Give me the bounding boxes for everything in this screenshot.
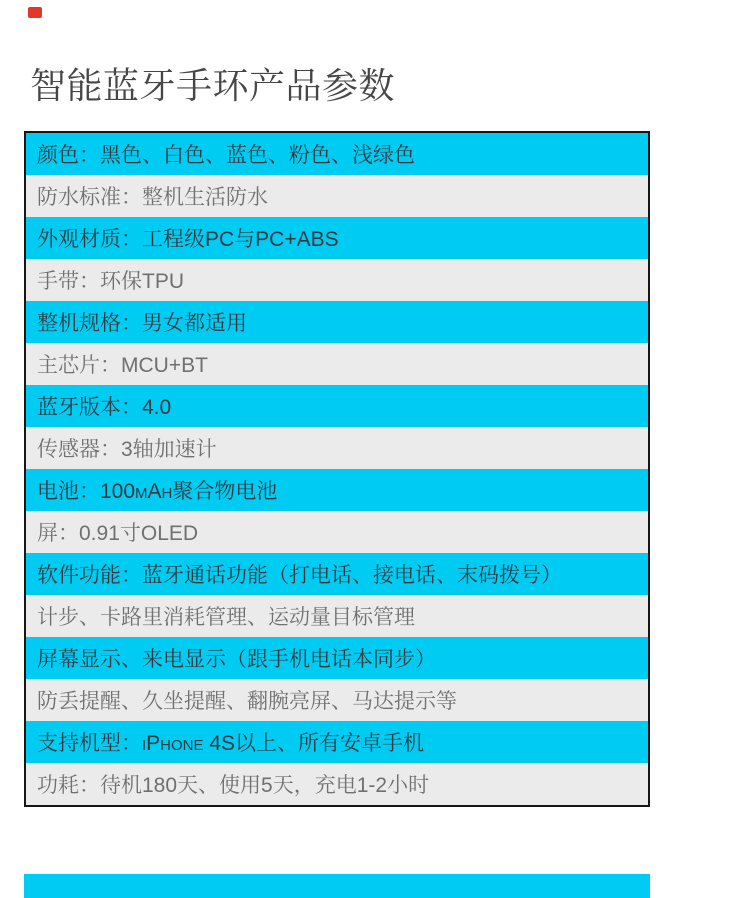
page-title: 智能蓝牙手环产品参数 bbox=[30, 65, 396, 106]
spec-table bbox=[24, 131, 650, 807]
spec-row: 软件功能：蓝牙通话功能（打电话、接电话、末码拨号） bbox=[26, 553, 648, 595]
footer-accent-bar bbox=[24, 874, 650, 898]
spec-row: 手带：环保TPU bbox=[26, 259, 648, 301]
spec-row: 整机规格：男女都适用 bbox=[26, 301, 648, 343]
spec-row: 传感器：3轴加速计 bbox=[26, 427, 648, 469]
spec-row: 防丢提醒、久坐提醒、翻腕亮屏、马达提示等 bbox=[26, 679, 648, 721]
spec-row: 功耗：待机180天、使用5天，充电1-2小时 bbox=[26, 763, 648, 805]
spec-row: 外观材质：工程级PC与PC+ABS bbox=[26, 217, 648, 259]
spec-row: 屏：0.91寸OLED bbox=[26, 511, 648, 553]
spec-row: 颜色：黑色、白色、蓝色、粉色、浅绿色 bbox=[26, 133, 648, 175]
spec-row: 屏幕显示、来电显示（跟手机电话本同步） bbox=[26, 637, 648, 679]
spec-row: 支持机型：iPhone 4S以上、所有安卓手机 bbox=[26, 721, 648, 763]
spec-row: 主芯片：MCU+BT bbox=[26, 343, 648, 385]
spec-row: 电池：100mAh聚合物电池 bbox=[26, 469, 648, 511]
brand-badge-icon bbox=[28, 7, 42, 18]
spec-row: 计步、卡路里消耗管理、运动量目标管理 bbox=[26, 595, 648, 637]
spec-row: 防水标准：整机生活防水 bbox=[26, 175, 648, 217]
spec-row: 蓝牙版本：4.0 bbox=[26, 385, 648, 427]
